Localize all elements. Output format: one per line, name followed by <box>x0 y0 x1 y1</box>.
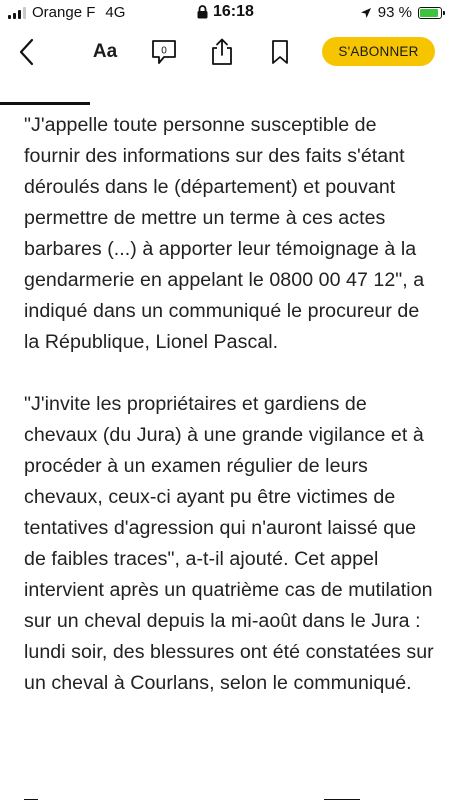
next-heading-cropped <box>24 786 434 800</box>
bookmark-button[interactable] <box>268 36 292 68</box>
back-chevron-icon <box>18 38 34 66</box>
comments-button[interactable] <box>150 36 178 68</box>
battery-charging-icon <box>418 7 442 19</box>
status-bar <box>0 0 450 26</box>
network-type: 4G <box>105 4 126 21</box>
status-time-group <box>197 3 254 21</box>
status-time: 16:18 <box>213 3 254 20</box>
share-icon <box>210 38 234 66</box>
location-arrow-icon <box>360 7 372 19</box>
article-body <box>24 110 434 730</box>
carrier-name: Orange F <box>32 4 96 21</box>
lock-icon <box>197 5 208 19</box>
toolbar-active-indicator <box>0 102 90 105</box>
comment-icon <box>151 38 177 66</box>
article-paragraph: "J'appelle toute personne susceptible de fournir des informations sur des faits s'étant déroulés dans le (département) et pouvant permettre de mettre un terme à ces actes barbares (...) à apporter leur témoignage à la gendarmerie en appelant le 0800 00 47 12", a indiqué dans un communiqué le procureur de la République, Lionel Pascal. <box>24 114 425 353</box>
back-button[interactable] <box>12 36 40 68</box>
cropped-heading-glyphs <box>24 793 434 800</box>
bookmark-icon <box>270 39 290 65</box>
comment-count: 0 <box>161 45 167 57</box>
share-button[interactable] <box>208 36 236 68</box>
signal-icon <box>8 7 26 19</box>
article-paragraph: "J'invite les propriétaires et gardiens de chevaux (du Jura) à une grande vigilance et à procéder à un examen régulier de leurs chevaux, ceux-ci ayant pu être victimes de tentatives d'agression qui n'auront laissé que de faibles traces", a-t-il ajouté. Cet appel intervient après un quatrième cas de mutilation sur un cheval depuis la mi-août dans le Jura : lundi soir, des blessures ont été constatées sur un cheval à Courlans, selon le communiqué. <box>24 393 434 694</box>
status-left <box>8 4 125 21</box>
article-toolbar <box>0 26 450 80</box>
battery-percent: 93 % <box>377 4 412 21</box>
subscribe-button[interactable]: S'ABONNER <box>322 37 435 66</box>
status-right <box>360 4 442 21</box>
font-size-button[interactable]: Aa <box>92 41 118 62</box>
